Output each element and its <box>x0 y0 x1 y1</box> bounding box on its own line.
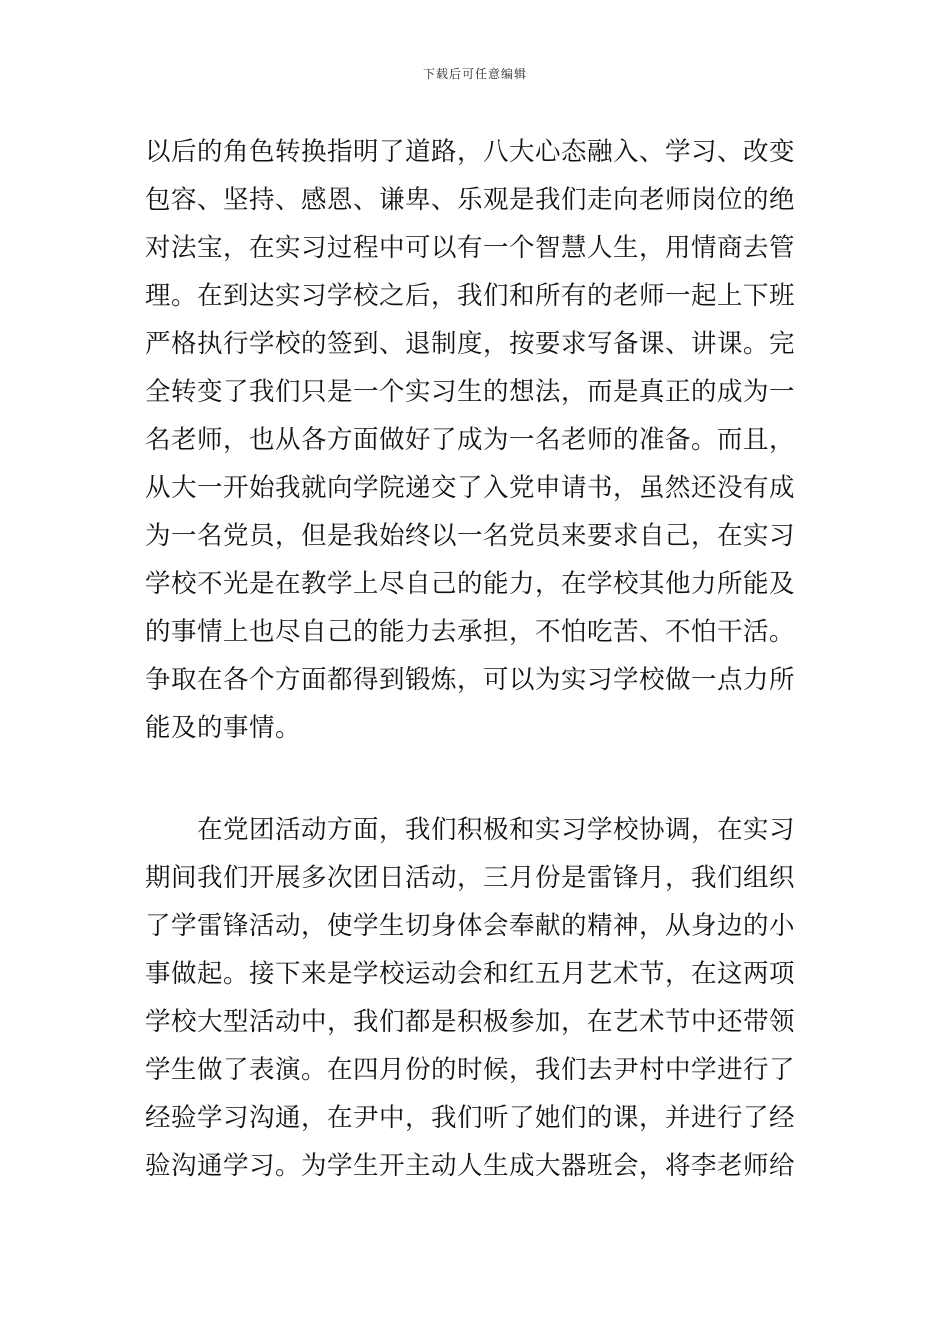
text-line: 名老师，也从各方面做好了成为一名老师的准备。而且， <box>145 425 796 455</box>
text-line: 能及的事情。 <box>145 713 302 743</box>
text-line: 经验学习沟通，在尹中，我们听了她们的课，并进行了经 <box>145 1103 796 1133</box>
paragraph-2 <box>145 806 810 1190</box>
text-line: 包容、坚持、感恩、谦卑、乐观是我们走向老师岗位的绝 <box>145 185 796 215</box>
text-line: 验沟通学习。为学生开主动人生成大器班会，将李老师给 <box>145 1151 796 1181</box>
text-line: 争取在各个方面都得到锻炼，可以为实习学校做一点力所 <box>145 665 796 695</box>
text-line: 的事情上也尽自己的能力去承担，不怕吃苦、不怕干活。 <box>145 617 796 647</box>
paragraph-spacer <box>145 752 810 806</box>
text-line-first: 在党团活动方面，我们积极和实习学校协调，在实习 <box>197 815 796 845</box>
text-line: 以后的角色转换指明了道路，八大心态融入、学习、改变 <box>145 137 796 167</box>
text-line: 为一名党员，但是我始终以一名党员来要求自己，在实习 <box>145 521 796 551</box>
text-line: 学校大型活动中，我们都是积极参加，在艺术节中还带领 <box>145 1007 796 1037</box>
paragraph-1 <box>145 128 810 752</box>
text-line: 了学雷锋活动，使学生切身体会奉献的精神，从身边的小 <box>145 911 796 941</box>
text-line: 学校不光是在教学上尽自己的能力，在学校其他力所能及 <box>145 569 796 599</box>
text-line: 从大一开始我就向学院递交了入党申请书，虽然还没有成 <box>145 473 796 503</box>
text-line: 期间我们开展多次团日活动，三月份是雷锋月，我们组织 <box>145 863 796 893</box>
text-line: 全转变了我们只是一个实习生的想法，而是真正的成为一 <box>145 377 796 407</box>
text-line: 事做起。接下来是学校运动会和红五月艺术节，在这两项 <box>145 959 796 989</box>
text-line: 学生做了表演。在四月份的时候，我们去尹村中学进行了 <box>145 1055 796 1085</box>
page-header: 下载后可任意编辑 <box>422 67 527 81</box>
document-body <box>145 128 810 1190</box>
text-line: 对法宝，在实习过程中可以有一个智慧人生，用情商去管 <box>145 233 796 263</box>
text-line: 严格执行学校的签到、退制度，按要求写备课、讲课。完 <box>145 329 796 359</box>
text-line: 理。在到达实习学校之后，我们和所有的老师一起上下班 <box>145 281 796 311</box>
